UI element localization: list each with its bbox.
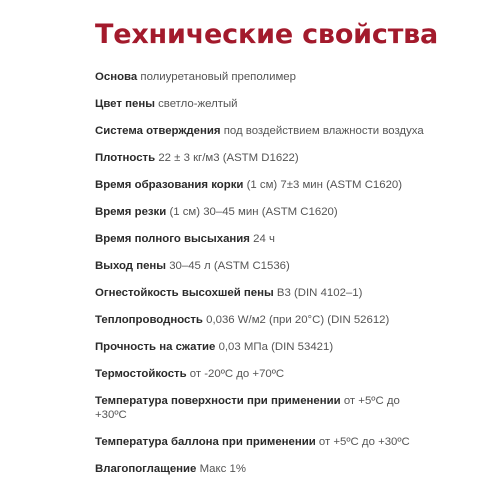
property-name: Огнестойкость высохшей пены: [95, 287, 274, 299]
property-name: Термостойкость: [95, 368, 187, 380]
property-item: [95, 97, 425, 111]
property-item: [95, 313, 425, 327]
property-name: Температура баллона при применении: [95, 436, 316, 448]
property-value: под воздействием влажности воздуха: [223, 125, 424, 137]
property-name: Время образования корки: [95, 179, 244, 191]
property-value: 0,03 МПа (DIN 53421): [218, 341, 334, 353]
property-value: Макс 1%: [199, 463, 246, 475]
property-name: Температура поверхности при применении: [95, 395, 341, 407]
property-value: от +5ºС до +30ºС: [318, 436, 410, 448]
property-name: Время полного высыхания: [95, 233, 250, 245]
property-value: (1 см) 30–45 мин (ASTM C1620): [169, 206, 338, 218]
property-value: 0,036 W/м2 (при 20°С) (DIN 52612): [206, 314, 390, 326]
page-title: Технические свойства: [95, 19, 439, 50]
property-item: [95, 124, 425, 138]
property-item: [95, 340, 425, 354]
property-name: Система отверждения: [95, 125, 221, 137]
property-value: 22 ± 3 кг/м3 (ASTM D1622): [158, 152, 299, 164]
property-item: [95, 178, 425, 192]
property-item: [95, 151, 425, 165]
property-value: (1 см) 7±3 мин (ASTM C1620): [246, 179, 403, 191]
property-value: B3 (DIN 4102–1): [276, 287, 363, 299]
technical-properties-list: [95, 70, 425, 489]
property-name: Плотность: [95, 152, 156, 164]
property-value: полиуретановый преполимер: [140, 71, 296, 83]
property-value: светло-желтый: [158, 98, 238, 110]
property-name: Выход пены: [95, 260, 167, 272]
property-item: [95, 435, 425, 449]
property-item: [95, 462, 425, 476]
property-item: [95, 394, 425, 422]
property-name: Основа: [95, 71, 138, 83]
property-name: Прочность на сжатие: [95, 341, 216, 353]
property-item: [95, 286, 425, 300]
property-value: 24 ч: [253, 233, 275, 245]
property-name: Цвет пены: [95, 98, 155, 110]
property-name: Время резки: [95, 206, 167, 218]
property-item: [95, 232, 425, 246]
property-value: от -20ºС до +70ºС: [189, 368, 285, 380]
property-item: [95, 259, 425, 273]
property-item: [95, 205, 425, 219]
property-item: [95, 367, 425, 381]
property-name: Теплопроводность: [95, 314, 203, 326]
property-value: от +5ºС до +30ºС: [95, 395, 400, 421]
property-name: Влагопоглащение: [95, 463, 197, 475]
property-item: [95, 70, 425, 84]
property-value: 30–45 л (ASTM C1536): [169, 260, 290, 272]
